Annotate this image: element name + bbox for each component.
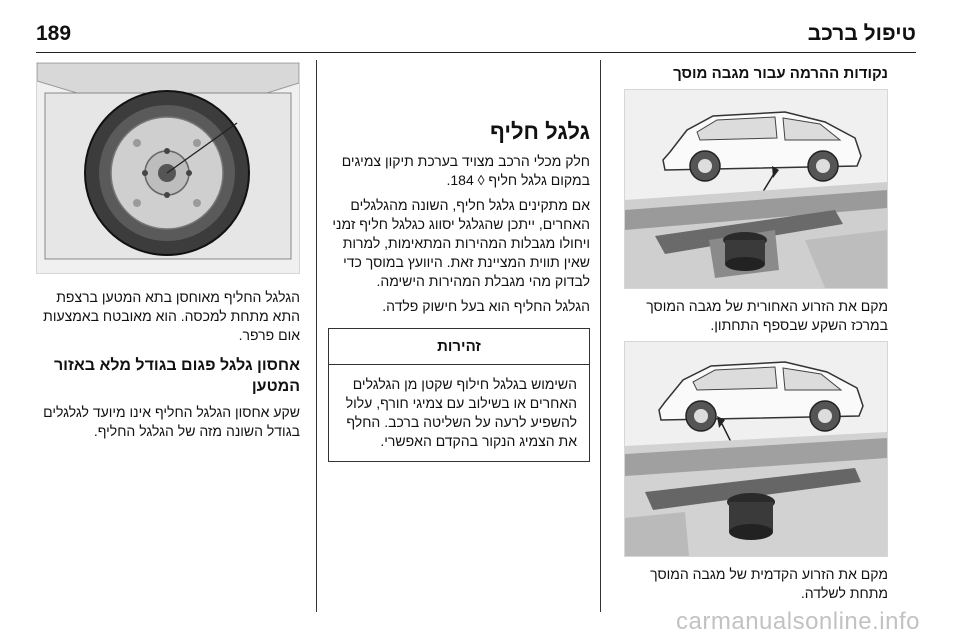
caution-box xyxy=(328,328,590,462)
spare-wheel-heading: גלגל חליף xyxy=(489,119,590,144)
spare-wheel-para-3: הגלגל החליף הוא בעל חישוק פלדה. xyxy=(382,298,590,314)
underbody-closeup xyxy=(625,182,887,288)
chassis-closeup xyxy=(625,432,887,556)
rear-lift-point-illustration xyxy=(625,90,887,288)
front-lift-point-figure xyxy=(624,341,888,557)
spare-wheel-para-2: אם מתקינים גלגל חליף, השונה מהגלגלים האחרים, ייתכן שהגלגל יסווג כגלגל חליף זמני ויחולו מגבלות המהירות המתאימות, למרות שאין תווית המציינת זאת. היוועץ במוסך כדי לבדוק מהי מגבלת המהירות הישימה. xyxy=(332,197,590,289)
rear-lift-point-figure xyxy=(624,89,888,289)
lift-points-heading: נקודות ההרמה עבור מגבה מוסך xyxy=(673,65,888,82)
chapter-title: טיפול ברכב xyxy=(807,22,916,45)
spare-wheel-para-1: חלק מכלי הרכב מצויד בערכת תיקון צמיגים במקום גלגל חליף ◊ 184. xyxy=(341,153,590,188)
front-lift-point-illustration xyxy=(625,342,887,556)
column-divider-left xyxy=(316,60,317,612)
right-column xyxy=(622,62,888,609)
spare-storage-para: הגלגל החליף מאוחסן בתא המטען ברצפת התא מתחת למכסה. הוא מאובטח באמצעות אום פרפר. xyxy=(43,289,300,343)
spare-wheel-figure xyxy=(36,62,300,274)
full-size-storage-heading: אחסון גלגל פגום בגודל מלא באזור המטען xyxy=(53,357,300,395)
left-column xyxy=(36,62,300,447)
middle-column xyxy=(328,62,590,462)
page-header xyxy=(36,22,916,52)
caution-body: השימוש בגלגל חילוף שקטן מן הגלגלים האחרים או בשילוב עם צמיגי חורף, עלול להשפיע לרעה על השליטה ברכב. החלף את הצמיג הנקור בהקדם האפשרי. xyxy=(345,376,577,449)
column-divider-right xyxy=(600,60,601,612)
spare-wheel-well-illustration xyxy=(37,63,299,273)
full-size-storage-para: שקע אחסון הגלגל החליף אינו מיועד לגלגלים בגודל השונה מזה של הגלגל החליף. xyxy=(43,404,300,439)
front-lift-caption: מקם את הזרוע הקדמית של מגבה המוסך מתחת לשלדה. xyxy=(650,566,888,601)
caution-title: זהירות xyxy=(329,329,589,365)
header-divider xyxy=(36,52,916,53)
watermark: carmanualsonline.info xyxy=(676,608,920,635)
rear-lift-caption: מקם את הזרוע האחורית של מגבה המוסך במרכז השקע שבספף התחתון. xyxy=(646,298,888,333)
page-number: 189 xyxy=(36,22,72,45)
